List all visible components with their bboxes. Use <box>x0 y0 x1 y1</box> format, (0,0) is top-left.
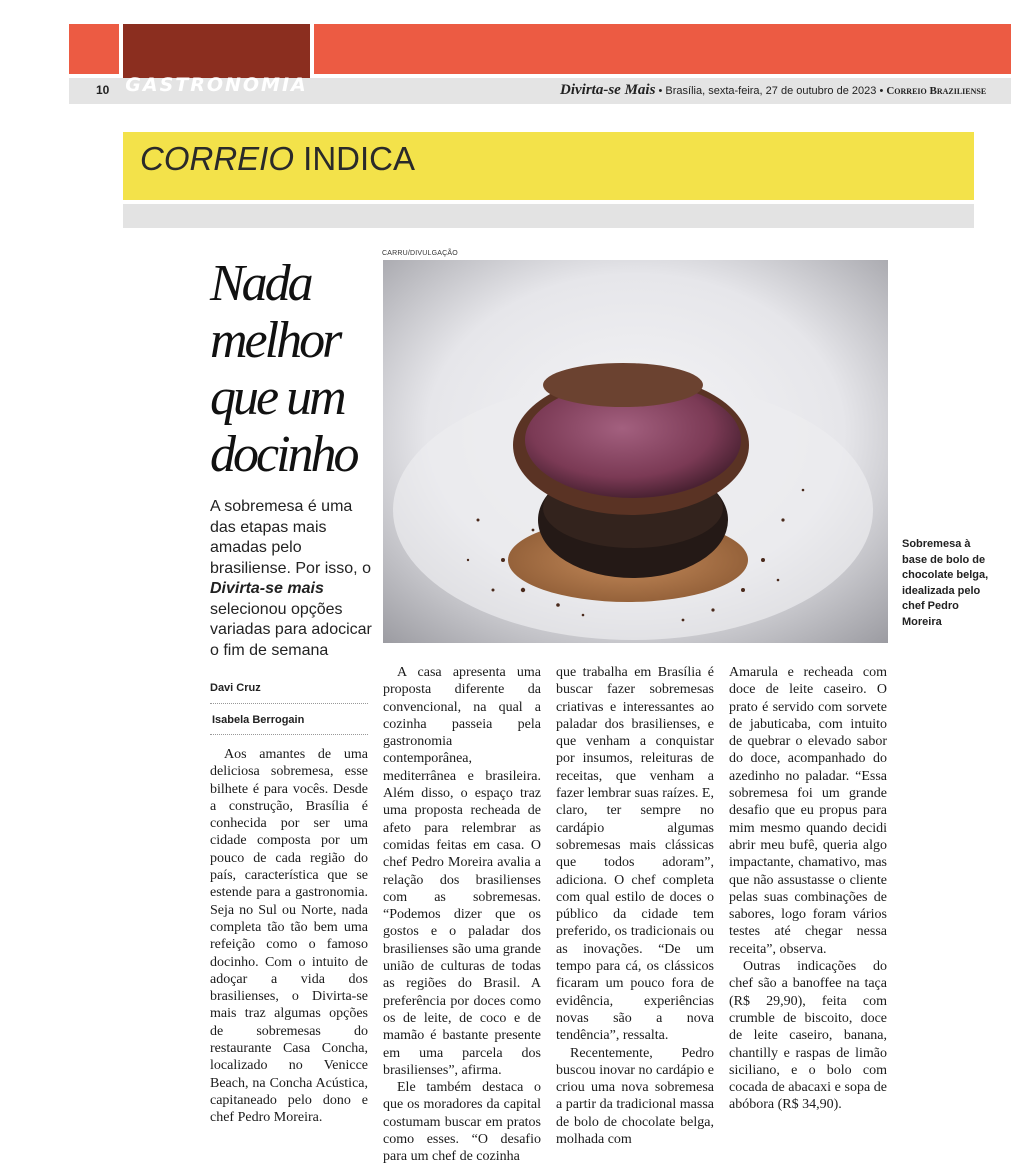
rubric-part-1: CORREIO <box>140 140 295 177</box>
article-intro <box>210 497 380 661</box>
intro-emphasis: Divirta-se mais <box>210 580 324 597</box>
body-column-3 <box>556 664 714 1148</box>
headline-line: que um <box>210 369 344 426</box>
author-name: Isabela Berrogain <box>212 714 305 726</box>
headline-line: melhor <box>210 312 340 369</box>
rubric-part-2: INDICA <box>294 140 416 177</box>
photo-credit: CARRU/DIVULGAÇÃO <box>382 250 458 257</box>
bullet-separator: • <box>658 85 663 97</box>
headline-line: docinho <box>210 426 357 483</box>
body-column-1 <box>210 746 368 1127</box>
body-paragraph: Recentemente, Pedro buscou inovar no cardápio e criou uma nova sobremesa a partir da tradicional massa de bolo de chocolate belga, molhada com <box>556 1045 714 1148</box>
intro-text: A sobremesa é uma das etapas mais amadas pelo brasiliense. Por isso, o <box>210 498 371 577</box>
dessert-photo <box>383 260 888 643</box>
body-column-4 <box>729 664 887 1114</box>
dateline: Brasília, sexta-feira, 27 de outubro de 2023 <box>665 85 877 97</box>
author-name: Davi Cruz <box>210 682 261 694</box>
header-orange-block-left <box>69 24 119 74</box>
author-divider <box>210 703 368 704</box>
headline <box>210 255 380 483</box>
body-paragraph: A casa apresenta uma proposta diferente da convencional, na qual a cozinha passeia pela gastronomia contemporânea, mediterrânea e brasileira. Além disso, o espaço traz uma proposta recheada de afeto para relembrar as comidas feitas em casa. O chef Pedro Moreira avalia a relação dos brasilienses com as sobremesas. “Podemos dizer que os gostos e o paladar dos brasilienses são uma grande união de culturas de todas as regiões do Brasil. A preferência por doces como os de leite, de coco e de mamão é bastante presente em uma parcela dos brasilienses”, afirma. <box>383 665 541 1078</box>
author-divider <box>210 734 368 735</box>
intro-text: selecionou opções variadas para adocicar o fim de semana <box>210 600 372 659</box>
body-paragraph: Aos amantes de uma deliciosa sobremesa, esse bilhete é para vocês. Desde a construção, Brasília é conhecida por ser uma cidade composta por um pouco de cada região do país, característica que se estende para a gastronomia. Seja no Sul ou Norte, nada completa tão tão bem uma refeição como o famoso docinho. Com o intuito de adoçar a vida dos brasilienses, o Divirta-se mais traz algumas opções de sobremesas do restaurante Casa Concha, localizado no Venicce Beach, na Concha Acústica, capitaneado pelo dono e chef Pedro Moreira. <box>210 747 368 1126</box>
body-paragraph: que trabalha em Brasília é buscar fazer sobremesas criativas e interessantes ao paladar dos brasilienses, e que venham a conquistar por insumos, releituras de receitas, que venham a fazer lembrar suas raízes. E, claro, ter sempre no cardápio algumas sobremesas mais clássicas que todos adoram”, adiciona. O chef completa com qual estilo de doces o público da cidade tem preferido, os tradicionais ou as inovações. “De um tempo para cá, os clássicos ficaram um pouco fora de evidência, experiências novas são a nova tendência”, ressalta. <box>556 665 714 1044</box>
header-orange-band <box>314 24 1011 74</box>
headline-line: Nada <box>210 255 311 312</box>
body-column-2 <box>383 664 541 1166</box>
body-paragraph: Outras indicações do chef são a banoffee na taça (R$ 29,90), feita com crumble de biscoito, doce de leite caseiro, banana, chantilly e raspas de limão siciliano, e o bolo com cocada de abacaxi e sopa de abóbora (R$ 34,90). <box>729 959 887 1113</box>
folio-line <box>560 82 987 99</box>
rubric-title <box>140 140 415 178</box>
rubric-gray-bar <box>123 204 974 228</box>
page-number: 10 <box>96 83 110 97</box>
bullet-separator: • <box>879 85 884 97</box>
supplement-name: Divirta-se Mais <box>560 82 656 98</box>
section-title: GASTRONOMIA <box>125 74 308 96</box>
body-paragraph: Ele também destaca o que os moradores da capital costumam buscar em pratos como esses. “O desafio para um chef de cozinha <box>383 1080 541 1165</box>
newspaper-name: Correio Braziliense <box>886 85 987 97</box>
photo-caption: Sobremesa à base de bolo de chocolate belga, idealizada pelo chef Pedro Moreira <box>902 538 989 628</box>
body-paragraph: Amarula e recheada com doce de leite caseiro. O prato é servido com sorvete de jabuticaba, com intuito de quebrar o elevado sabor do doce, acompanhado do azedinho no paladar. “Essa sobremesa foi um grande desafio que eu propus para mim mesmo quando decidi abrir meu bufê, queria algo impactante, chamativo, mas que não assustasse o cliente pelas suas combinações de sabores, logo foram vários testes até chegar nessa receita”, observa. <box>729 665 887 957</box>
